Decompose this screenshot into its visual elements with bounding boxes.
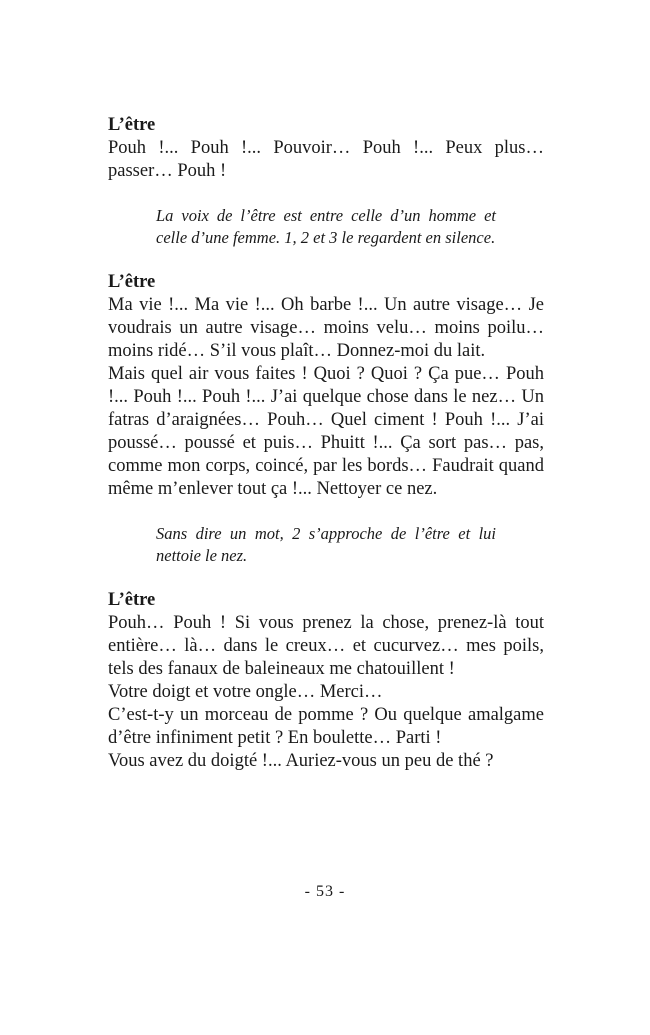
page-number: - 53 - xyxy=(304,883,346,900)
spacer xyxy=(108,501,544,523)
dialogue-line: Mais quel air vous faites ! Quoi ? Quoi ? Ça pue… Pouh !... Pouh !... Pouh !... J’ai quelque chose dans le nez… Un fatras d’araignées… Pouh… Quel ciment ! Pouh !... J’ai poussé… poussé et puis… Phuitt !... Ça sort pas… pas, comme mon corps, coincé, par les bords… Faudrait quand même m’enlever tout ça !... Nettoyer ce nez. xyxy=(108,364,544,499)
dialogue-line: Ma vie !... Ma vie !... Oh barbe !... Un autre visage… Je voudrais un autre visage… moins velu… moins poilu… moins ridé… S’il vous plaît… Donnez-moi du lait. xyxy=(108,295,544,361)
speaker-name: L’être xyxy=(108,115,156,135)
dialogue-line: Votre doigt et votre ongle… Merci… xyxy=(108,682,383,702)
dialogue-line: C’est-t-y un morceau de pomme ? Ou quelque amalgame d’être infiniment petit ? En boulette… Parti ! xyxy=(108,705,544,748)
stage-direction: Sans dire un mot, 2 s’approche de l’être et lui nettoie le nez. xyxy=(156,524,496,565)
speaker-name: L’être xyxy=(108,272,156,292)
stage-direction: La voix de l’être est entre celle d’un homme et celle d’une femme. 1, 2 et 3 le regardent en silence. xyxy=(156,206,496,247)
spacer xyxy=(108,183,544,205)
spacer xyxy=(108,567,544,589)
dialogue-line: Vous avez du doigté !... Auriez-vous un peu de thé ? xyxy=(108,751,494,771)
speaker-name: L’être xyxy=(108,590,156,610)
page-text-column xyxy=(108,114,544,773)
spacer xyxy=(108,249,544,271)
dialogue-line: Pouh !... Pouh !... Pouvoir… Pouh !... Peux plus… passer… Pouh ! xyxy=(108,138,544,181)
dialogue-line: Pouh… Pouh ! Si vous prenez la chose, prenez-là tout entière… là… dans le creux… et cucurvez… mes poils, tels des fanaux de baleineaux me chatouillent ! xyxy=(108,613,544,679)
